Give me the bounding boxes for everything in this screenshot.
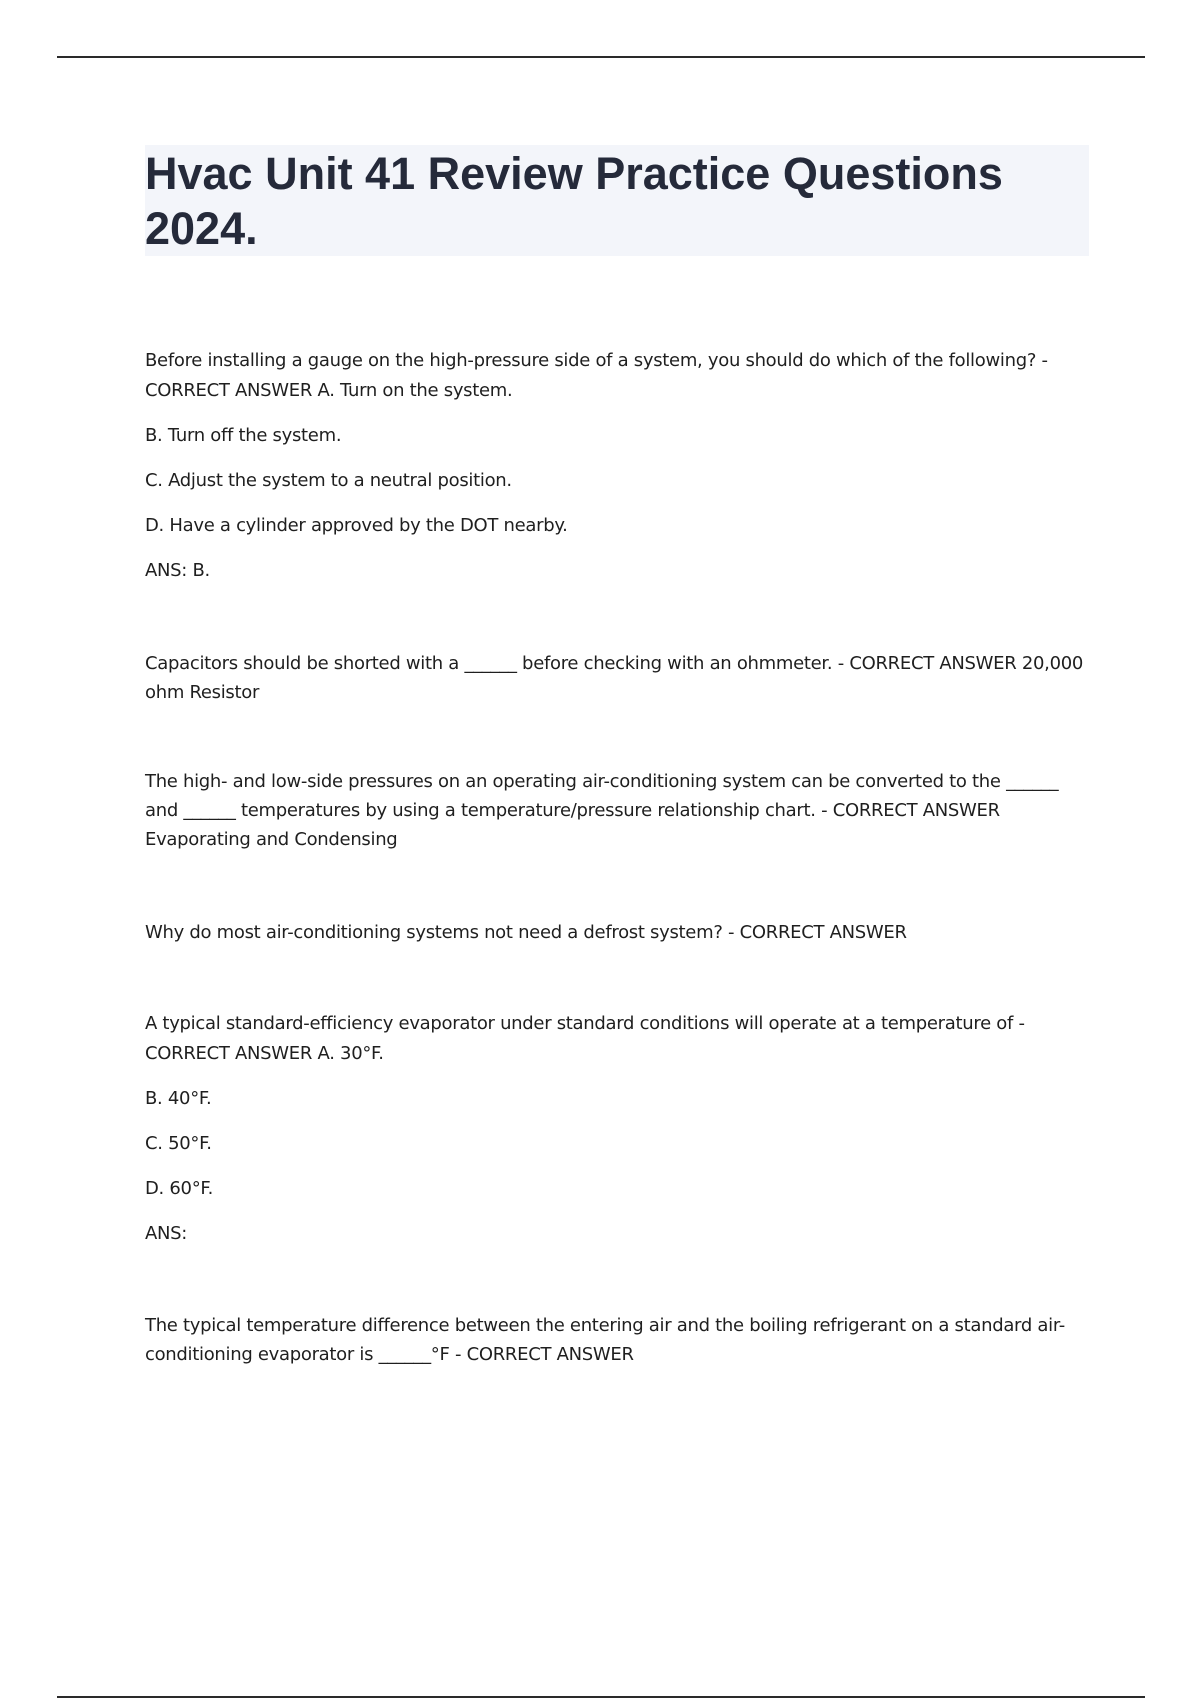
question-text: Capacitors should be shorted with a ______ before checking with an ohmmeter. - CORRECT ANSWER 20,000 ohm Resistor: [145, 653, 1084, 703]
question-text: Before installing a gauge on the high-pressure side of a system, you should do which of the following? - CORRECT ANSWER A. Turn on the system.: [145, 350, 1048, 401]
answer-key: ANS:: [145, 1223, 188, 1244]
answer-option: C. 50°F.: [145, 1133, 212, 1154]
question-block-3: [145, 767, 1089, 854]
question-block-1: [145, 346, 1089, 586]
footer-rule: [57, 1696, 1145, 1698]
document-title: Hvac Unit 41 Review Practice Questions 2024.: [145, 148, 1003, 254]
question-block-6: [145, 1311, 1089, 1369]
answer-option: D. 60°F.: [145, 1178, 213, 1199]
question-text: The high- and low-side pressures on an operating air-conditioning system can be converted to the ______ and ______ temperatures by using a temperature/pressure relationship chart. - CORRECT ANSWER Evaporating and Condensing: [145, 771, 1059, 850]
answer-option: B. Turn off the system.: [145, 425, 342, 446]
question-block-5: [145, 1009, 1089, 1249]
question-text: A typical standard-efficiency evaporator under standard conditions will operate at a temperature of - CORRECT ANSWER A. 30°F.: [145, 1013, 1025, 1064]
answer-option: D. Have a cylinder approved by the DOT nearby.: [145, 515, 568, 536]
question-text: The typical temperature difference between the entering air and the boiling refrigerant on a standard air-conditioning evaporator is ______°F - CORRECT ANSWER: [145, 1315, 1065, 1365]
answer-key: ANS: B.: [145, 560, 210, 581]
question-text: Why do most air-conditioning systems not need a defrost system? - CORRECT ANSWER: [145, 922, 907, 943]
answer-option: B. 40°F.: [145, 1088, 212, 1109]
question-block-4: [145, 918, 1089, 948]
answer-option: C. Adjust the system to a neutral position.: [145, 470, 512, 491]
question-block-2: [145, 649, 1089, 707]
header-rule: [57, 56, 1145, 58]
